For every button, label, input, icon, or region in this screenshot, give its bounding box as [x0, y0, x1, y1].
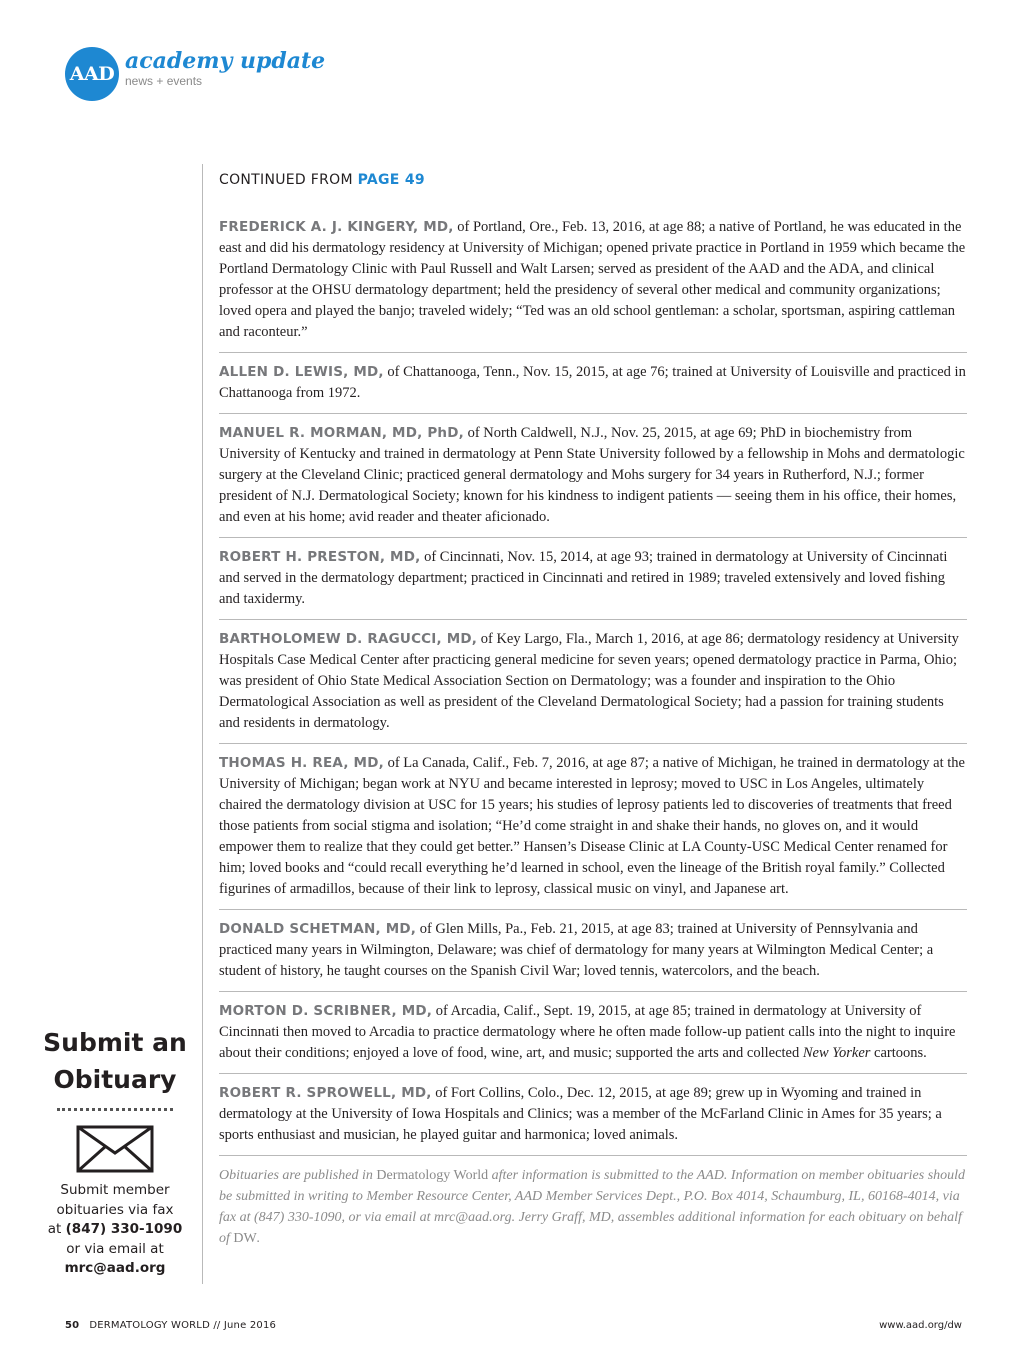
obituary-entry: [219, 629, 967, 744]
sidebar-fax-prefix: at: [47, 1221, 62, 1237]
obituary-text: of La Canada, Calif., Feb. 7, 2016, at age 87; a native of Michigan, he trained in dermatology at the University of Michigan; began work at NYU and became interested in leprosy; moved to USC in Los Angeles, ultimately chaired the dermatology division at USC for 15 years; his studies of leprosy patients led to discoveries of treatments that freed those patients from social stigma and isolation; “He’d come straight in and shake their hands, no gloves on, and it would empower them to realize that they could get better.” Hansen’s Disease Clinic at LA County-USC Medical Center renamed for him; loved books and “could recall everything he’d learned in school, even the lineage of the British royal family.” Collected figurines of armadillos, because of their link to leprosy, classical music on vinyl, and Japanese art.: [219, 755, 965, 897]
footnote-end: .: [256, 1231, 261, 1246]
sidebar-title-line: Submit an: [43, 1028, 187, 1057]
obituary-entry: [219, 753, 967, 910]
section-title: academy update: [125, 48, 326, 74]
obituary-name: MORTON D. SCRIBNER, MD,: [219, 1003, 433, 1019]
brand: [125, 48, 325, 88]
sidebar-line: or via email at: [66, 1240, 164, 1257]
continued-line: [219, 170, 967, 190]
obituary-entry: [219, 919, 967, 992]
obituary-column: [219, 170, 967, 1249]
sidebar-line: obituaries via fax: [56, 1201, 174, 1218]
continued-prefix: CONTINUED FROM: [219, 172, 353, 188]
sidebar-title: [40, 1024, 190, 1098]
continued-page-link[interactable]: PAGE 49: [357, 172, 425, 188]
publication-abbrev: DW: [233, 1231, 257, 1246]
obituary-name: ALLEN D. LEWIS, MD,: [219, 364, 384, 380]
obituary-text: of Arcadia, Calif., Sept. 19, 2015, at age 85; trained in dermatology at University of Cincinnati then moved to Arcadia to practice dermatology where he often made follow-up patient calls into the night to inquire about their conditions; enjoyed a love of food, wine, art, and music; supported the arts and collected: [219, 1003, 956, 1061]
obituary-entry: [219, 362, 967, 414]
obituary-footnote: [219, 1165, 967, 1249]
publication-line: DERMATOLOGY WORLD // June 2016: [89, 1320, 277, 1331]
email-link[interactable]: mrc@aad.org: [64, 1260, 166, 1276]
magazine-title: New Yorker: [802, 1045, 871, 1061]
submit-obituary-sidebar: [40, 1024, 190, 1279]
sidebar-fax-line: [40, 1220, 190, 1240]
obituary-text: of North Caldwell, N.J., Nov. 25, 2015, at age 69; PhD in biochemistry from University of Kentucky and trained in dermatology at Penn State University followed by a fellowship in Mohs and dermatologic surgery at the Cleveland Clinic; practiced general dermatology and Mohs surgery for 34 years in Rutherford, N.J.; former president of N.J. Dermatological Society; known for his kindness to indigent patients — seeing them in his office, their homes, and even at his home; avid reader and theater aficionado.: [219, 425, 965, 525]
column-divider: [202, 164, 203, 1284]
obituary-name: THOMAS H. REA, MD,: [219, 755, 384, 771]
obituary-name: MANUEL R. MORMAN, MD, PhD,: [219, 425, 464, 441]
dotted-divider: [57, 1108, 173, 1111]
footer-url-link[interactable]: www.aad.org/dw: [879, 1320, 962, 1331]
obituary-text-end: cartoons.: [874, 1045, 927, 1061]
obituary-text: of Cincinnati, Nov. 15, 2014, at age 93; trained in dermatology at University of Cincinnati and served in the dermatology department; practiced in Cincinnati and retired in 1989; traveled extensively and loved fishing and taxidermy.: [219, 549, 948, 607]
sidebar-line: Submit member: [60, 1182, 170, 1198]
sidebar-title-line: Obituary: [53, 1065, 177, 1094]
footnote-text: after information is submitted to the AAD. Information on member obituaries should be submitted in writing to Member Resource Center, AAD Member Services Dept., P.O. Box 4014, Schaumburg, IL, 60168-4014, via fax at (847) 330-1090, or via email at mrc@aad.org. Jerry Graff, MD, assembles additional information for each obituary on behalf of: [219, 1168, 966, 1246]
obituary-entry: [219, 547, 967, 620]
envelope-icon: [76, 1125, 154, 1173]
footnote-text: Obituaries are published in: [219, 1168, 373, 1183]
obituary-name: ROBERT R. SPROWELL, MD,: [219, 1085, 432, 1101]
sidebar-instructions: [40, 1181, 190, 1279]
obituary-entry: [219, 1001, 967, 1074]
obituary-text: of Portland, Ore., Feb. 13, 2016, at age 88; a native of Portland, he was educated in the east and did his dermatology residency at University of Michigan; opened private practice in Portland in 1959 which became the Portland Dermatology Clinic with Paul Russell and Walt Larsen; served as president of the AAD and the ADA, and clinical professor at the OHSU dermatology department; held the presidency of several other medical and community organizations; loved opera and played the banjo; traveled widely; “Ted was an old school gentleman: a scholar, sportsman, aspiring cattleman and raconteur.”: [219, 219, 966, 340]
obituary-text: of Key Largo, Fla., March 1, 2016, at age 86; dermatology residency at University Hospitals Case Medical Center after practicing general medicine for seven years; opened dermatology practice in Parma, Ohio; was president of Ohio State Medical Association Section on Dermatology; was a founder and inspiration to the Ohio Dermatological Association as well as president of the Cleveland Dermatological Society; had a passion for training students and residents in dermatology.: [219, 631, 959, 731]
obituary-name: FREDERICK A. J. KINGERY, MD,: [219, 219, 454, 235]
obituary-name: DONALD SCHETMAN, MD,: [219, 921, 417, 937]
page-number: 50: [65, 1320, 80, 1331]
fax-number: (847) 330-1090: [65, 1221, 183, 1237]
obituary-text: of Fort Collins, Colo., Dec. 12, 2015, at age 89; grew up in Wyoming and trained in dermatology at the University of Iowa Hospitals and Clinics; was a member of the McFarland Clinic in Ames for 35 years; a sports enthusiast and musician, he played guitar and harmonica; loved animals.: [219, 1085, 942, 1143]
obituary-entry: [219, 217, 967, 353]
obituary-name: BARTHOLOMEW D. RAGUCCI, MD,: [219, 631, 478, 647]
aad-logo: AAD: [65, 47, 119, 101]
section-subtitle: news + events: [125, 74, 203, 88]
obituary-entry: [219, 1083, 967, 1156]
obituary-text: of Chattanooga, Tenn., Nov. 15, 2015, at age 76; trained at University of Louisville and practiced in Chattanooga from 1972.: [219, 364, 966, 401]
footer-publication: [65, 1320, 276, 1331]
publication-name: Dermatology World: [376, 1168, 489, 1183]
obituary-text: of Glen Mills, Pa., Feb. 21, 2015, at age 83; trained at University of Pennsylvania and practiced many years in Wilmington, Delaware; was chief of dermatology for many years at Wilmington Medical Center; a student of history, he taught courses on the Spanish Civil War; loved tennis, watercolors, and the beach.: [219, 921, 934, 979]
obituary-entry: [219, 423, 967, 538]
obituary-name: ROBERT H. PRESTON, MD,: [219, 549, 421, 565]
